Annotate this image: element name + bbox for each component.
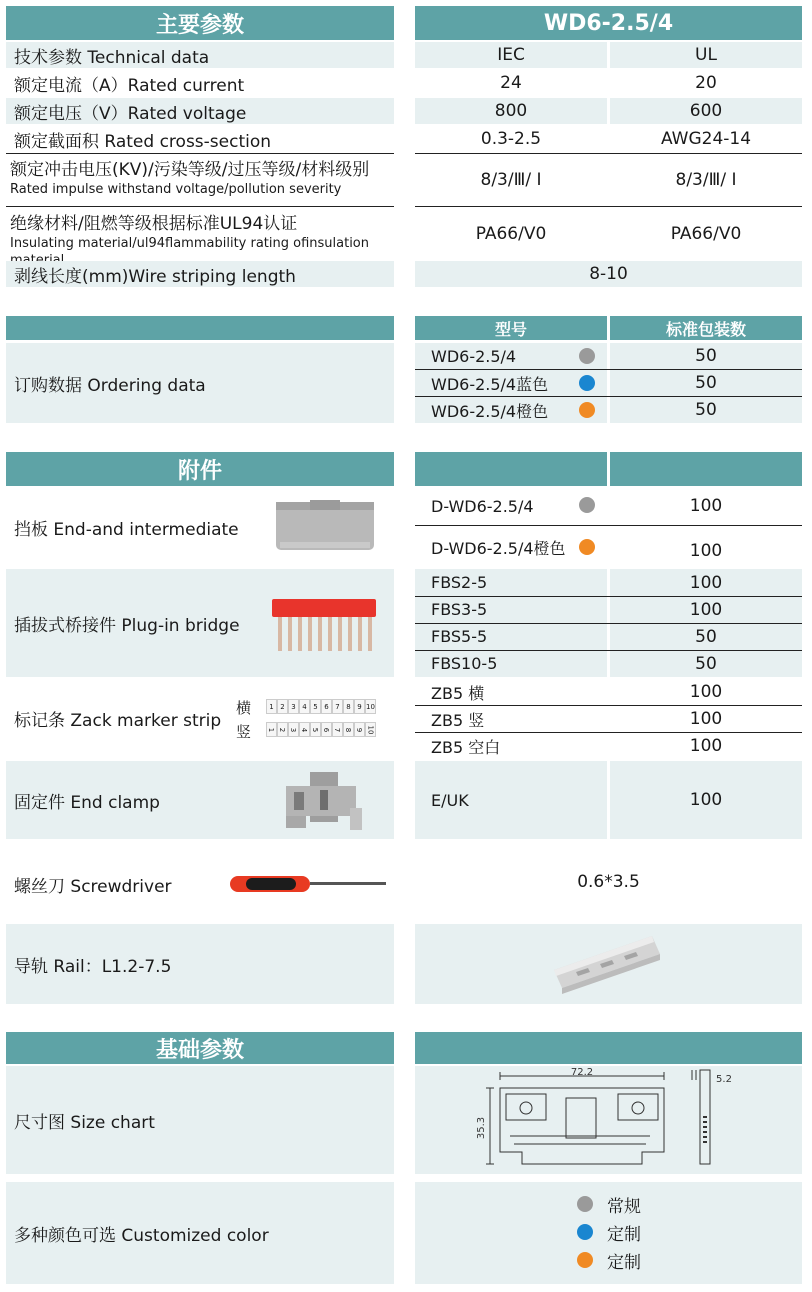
divider [6, 153, 394, 154]
color-option: 定制 [577, 1246, 641, 1274]
marker-number: 10 [366, 702, 375, 711]
accessories-header-bar [415, 452, 607, 486]
order-model: WD6-2.5/4橙色 [431, 401, 549, 421]
divider [415, 206, 802, 207]
row-insulation: 绝缘材料/阻燃等级根据标准UL94认证 Insulating material/ul94flammability rating ofinsulation [10, 214, 370, 251]
marker-cell [288, 722, 299, 737]
bridge-label: 插拔式桥接件 Plug-in bridge [14, 615, 240, 636]
divider [6, 206, 394, 207]
marker-cell [310, 699, 321, 714]
accessories-header-bar [610, 452, 802, 486]
ordering-header-bar [6, 316, 394, 340]
marker-cell [299, 722, 310, 737]
marker-cell [332, 699, 343, 714]
marker-number: 8 [346, 702, 351, 711]
strip-length-value: 8-10 [415, 261, 802, 287]
marker-model: ZB5 空白 [431, 737, 501, 757]
rated-voltage-ul: 600 [610, 98, 802, 124]
row-rated-current: 额定电流（A）Rated current [14, 75, 245, 96]
marker-model: ZB5 横 [431, 683, 485, 703]
clamp-model: E/UK [431, 790, 469, 810]
marker-number: 4 [300, 727, 309, 732]
model-header: WD6-2.5/4 [415, 6, 802, 40]
screwdriver-image [226, 870, 388, 898]
blue-dot-icon [577, 1224, 593, 1240]
basic-header-bar [415, 1032, 802, 1064]
marker-number: 5 [313, 702, 318, 711]
marker-qty: 100 [689, 709, 723, 729]
marker-cell [354, 722, 365, 737]
clamp-qty: 100 [689, 790, 723, 810]
marker-cell [343, 699, 354, 714]
marker-number: 1 [269, 702, 274, 711]
rail-label: 导轨 Rail：L1.2-7.5 [6, 924, 394, 1004]
marker-number: 1 [267, 727, 276, 732]
end-clamp-label: 固定件 End clamp [14, 792, 160, 813]
gray-dot-icon [579, 348, 595, 364]
order-model: WD6-2.5/4蓝色 [431, 374, 549, 394]
marker-qty: 100 [689, 682, 723, 702]
bridge-qty: 50 [695, 626, 717, 647]
row-rated-voltage: 额定电压（V）Rated voltage [6, 98, 394, 124]
order-qty: 50 [695, 400, 717, 420]
end-clamp-image [280, 768, 370, 834]
marker-cell [266, 722, 277, 737]
marker-cell [277, 699, 288, 714]
bridge-model: FBS5-5 [431, 627, 488, 646]
marker-number: 7 [335, 702, 340, 711]
marker-number: 4 [302, 702, 307, 711]
marker-number: 9 [355, 727, 364, 732]
end-plate-qty: 100 [689, 541, 723, 561]
col-pack-header: 标准包装数 [610, 316, 802, 340]
marker-cell [365, 722, 376, 737]
marker-cell [288, 699, 299, 714]
marker-number: 2 [280, 702, 285, 711]
end-plate-image [270, 496, 380, 556]
gray-dot-icon [577, 1196, 593, 1212]
din-rail-image [548, 930, 664, 998]
size-height-text: 35.3 [476, 1116, 487, 1140]
impulse-ul: 8/3/Ⅲ/ Ⅰ [675, 170, 737, 190]
gray-dot-icon [579, 497, 595, 513]
plug-in-bridge-image [270, 597, 378, 657]
end-plate-model: D-WD6-2.5/4 [431, 496, 534, 516]
end-plate-label: 挡板 End-and intermediate [14, 519, 239, 540]
marker-cell [365, 699, 376, 714]
size-thickness-text: 5.2 [716, 1074, 732, 1085]
row-strip-length: 剥线长度(mm)Wire striping length [6, 261, 394, 287]
marker-number: 3 [289, 727, 298, 732]
bridge-qty: 100 [689, 599, 723, 620]
marker-strip-vertical [266, 722, 376, 737]
insulation-ul: PA66/V0 [670, 224, 742, 244]
iec-label: IEC [415, 42, 607, 68]
marker-number: 9 [357, 702, 362, 711]
marker-model: ZB5 竖 [431, 710, 485, 730]
orange-dot-icon [577, 1252, 593, 1268]
marker-cell [343, 722, 354, 737]
marker-number: 6 [324, 702, 329, 711]
marker-cell [266, 699, 277, 714]
marker-qty: 100 [689, 736, 723, 756]
screwdriver-label: 螺丝刀 Screwdriver [14, 876, 172, 897]
marker-number: 5 [311, 727, 320, 732]
divider [415, 525, 802, 526]
marker-strip-label: 标记条 Zack marker strip [14, 710, 222, 731]
divider [415, 153, 802, 154]
screwdriver-value: 0.6*3.5 [577, 872, 640, 892]
row-cross-section: 额定截面积 Rated cross-section [14, 131, 272, 152]
marker-cell [321, 722, 332, 737]
accessories-header: 附件 [6, 452, 394, 486]
marker-cell [354, 699, 365, 714]
color-option: 定制 [577, 1218, 641, 1246]
bridge-qty: 50 [695, 653, 717, 674]
marker-cell [277, 722, 288, 737]
bridge-qty: 100 [689, 572, 723, 593]
rated-voltage-iec: 800 [415, 98, 607, 124]
orange-dot-icon [579, 402, 595, 418]
insulation-iec: PA66/V0 [475, 224, 547, 244]
basic-params-header: 基础参数 [6, 1032, 394, 1064]
marker-number: 3 [291, 702, 296, 711]
rated-current-ul: 20 [695, 73, 717, 93]
marker-cell [332, 722, 343, 737]
cross-section-iec: 0.3-2.5 [480, 129, 542, 149]
custom-color-label: 多种颜色可选 Customized color [6, 1182, 394, 1284]
row-impulse-voltage: 额定冲击电压(KV)/污染等级/过压等级/材料级别 Rated impulse withstand voltage/pollution severity [10, 160, 370, 197]
col-model-header: 型号 [415, 316, 607, 340]
bridge-model: FBS10-5 [431, 654, 498, 673]
marker-number: 10 [366, 725, 375, 734]
impulse-iec: 8/3/Ⅲ/ Ⅰ [480, 170, 542, 190]
rated-current-iec: 24 [500, 73, 522, 93]
marker-number: 6 [322, 727, 331, 732]
main-params-header: 主要参数 [6, 6, 394, 40]
marker-number: 8 [344, 727, 353, 732]
ul-label: UL [610, 42, 802, 68]
cross-section-ul: AWG24-14 [660, 129, 752, 149]
order-qty: 50 [695, 373, 717, 393]
blue-dot-icon [579, 375, 595, 391]
ordering-label: 订购数据 Ordering data [6, 343, 394, 423]
end-plate-qty: 100 [689, 496, 723, 516]
color-options [577, 1190, 641, 1274]
marker-strip-horizontal [266, 699, 376, 714]
size-chart-drawing [470, 1066, 750, 1170]
marker-cell [299, 699, 310, 714]
horizontal-label: 横 [236, 699, 252, 717]
order-model: WD6-2.5/4 [431, 346, 517, 366]
size-chart-label: 尺寸图 Size chart [6, 1066, 394, 1174]
orange-dot-icon [579, 539, 595, 555]
marker-cell [310, 722, 321, 737]
bridge-model: FBS3-5 [431, 600, 488, 619]
order-qty: 50 [695, 346, 717, 366]
end-plate-model: D-WD6-2.5/4橙色 [431, 538, 566, 558]
marker-cell [321, 699, 332, 714]
marker-number: 7 [333, 727, 342, 732]
size-width-text: 72.2 [570, 1067, 594, 1078]
vertical-label: 竖 [236, 723, 252, 741]
marker-number: 2 [278, 727, 287, 732]
color-option: 常规 [577, 1190, 641, 1218]
bridge-model: FBS2-5 [431, 573, 488, 592]
row-technical-data: 技术参数 Technical data [6, 42, 394, 68]
